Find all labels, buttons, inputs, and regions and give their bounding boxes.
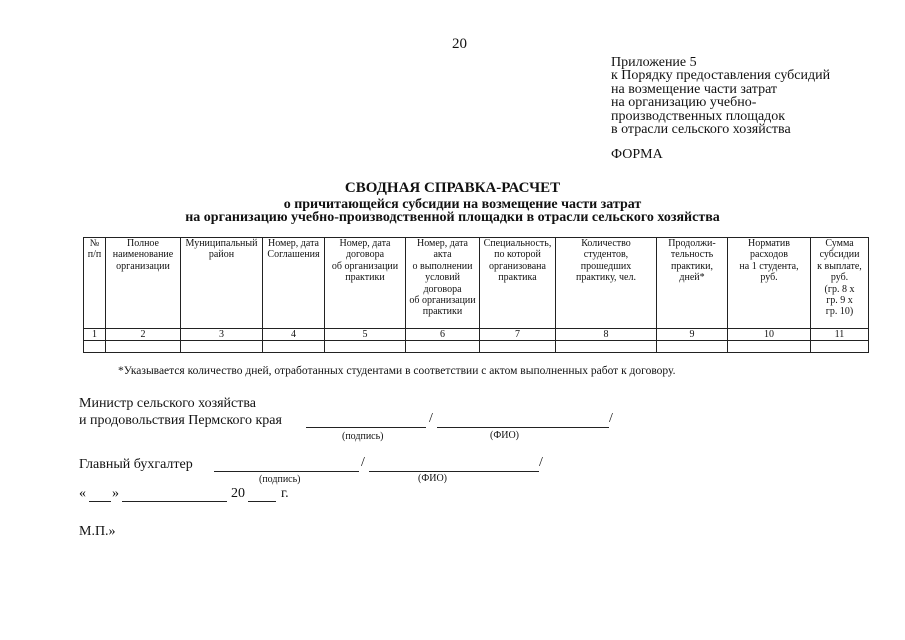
form-label: ФОРМА [611,147,663,162]
column-number: 7 [480,329,556,341]
minister-signature-line [306,427,426,428]
column-number: 4 [263,329,325,341]
accountant-title: Главный бухгалтер [79,457,193,472]
minister-name-line [437,427,609,428]
header-cell: Количество студентов, прошедших практику, чел. [556,238,657,329]
header-cell: Номер, дата акта о выполнении условий договора об организации практики [406,238,480,329]
minister-name-caption: (ФИО) [490,430,520,441]
appendix-line: к Порядку предоставления субсидий [611,68,831,84]
subtitle-line-1: о причитающейся субсидии на возмещение части затрат [283,197,642,212]
appendix-line: в отрасли сельского хозяйства [611,122,791,138]
header-cell: Специальность, по которой организована практика [480,238,556,329]
date-open-quote: « [79,486,86,501]
day-line [89,501,111,502]
separator-slash: / [361,455,365,470]
column-number: 9 [657,329,728,341]
appendix-line: производственных площадок [611,108,786,124]
table-cell [556,341,657,353]
header-cell: Номер, дата договора об организации практики [325,238,406,329]
minister-title-line1: Министр сельского хозяйства [79,396,256,411]
table-cell [84,341,106,353]
table-header-row [84,238,869,329]
table-cell [657,341,728,353]
column-number: 8 [556,329,657,341]
column-number: 3 [181,329,263,341]
column-number: 11 [811,329,869,341]
document-subtitle [60,198,905,224]
seal-placeholder: М.П.» [79,524,116,539]
year-suffix: г. [281,486,289,501]
table-number-row [84,329,869,341]
table-cell [811,341,869,353]
month-line [122,501,227,502]
header-cell: Продолжи- тельность практики, дней* [657,238,728,329]
column-number: 10 [728,329,811,341]
accountant-name-line [369,471,539,472]
table-cell [325,341,406,353]
header-cell: Норматив расходов на 1 студента, руб. [728,238,811,329]
date-close-quote: » [112,486,119,501]
header-cell: Муниципальный район [181,238,263,329]
year-line [248,501,276,502]
subtitle-line-2: на организацию учебно-производственной площадки в отрасли сельского хозяйства [185,210,720,225]
accountant-name-caption: (ФИО) [418,473,448,484]
appendix-line: на организацию учебно- [611,95,757,111]
column-number: 5 [325,329,406,341]
column-number: 2 [106,329,181,341]
table-cell [728,341,811,353]
table-cell [263,341,325,353]
appendix-line: Приложение 5 [611,55,697,70]
minister-signature-caption: (подпись) [342,431,384,442]
minister-title-line2: и продовольствия Пермского края [79,413,282,428]
accountant-signature-caption: (подпись) [259,474,301,485]
document-title: СВОДНАЯ СПРАВКА-РАСЧЕТ [344,180,561,196]
separator-slash: / [609,411,613,426]
table-cell [181,341,263,353]
table-cell [480,341,556,353]
separator-slash: / [429,411,433,426]
year-prefix: 20 [231,486,245,501]
accountant-signature-line [214,471,359,472]
table-cell [106,341,181,353]
appendix-line: на возмещение части затрат [611,81,778,97]
appendix-reference [611,56,830,136]
separator-slash: / [539,455,543,470]
column-number: 1 [84,329,106,341]
header-cell: № п/п [84,238,106,329]
footnote: *Указывается количество дней, отработанных студентами в соответствии с актом выполненных работ к договору. [118,365,676,377]
header-cell: Полное наименование организации [106,238,181,329]
header-cell: Сумма субсидии к выплате, руб. (гр. 8 х гр. 9 х гр. 10) [811,238,869,329]
column-number: 6 [406,329,480,341]
summary-table [83,237,869,353]
header-cell: Номер, дата Соглашения [263,238,325,329]
table-cell [406,341,480,353]
table-row [84,341,869,353]
page-number: 20 [452,36,467,52]
